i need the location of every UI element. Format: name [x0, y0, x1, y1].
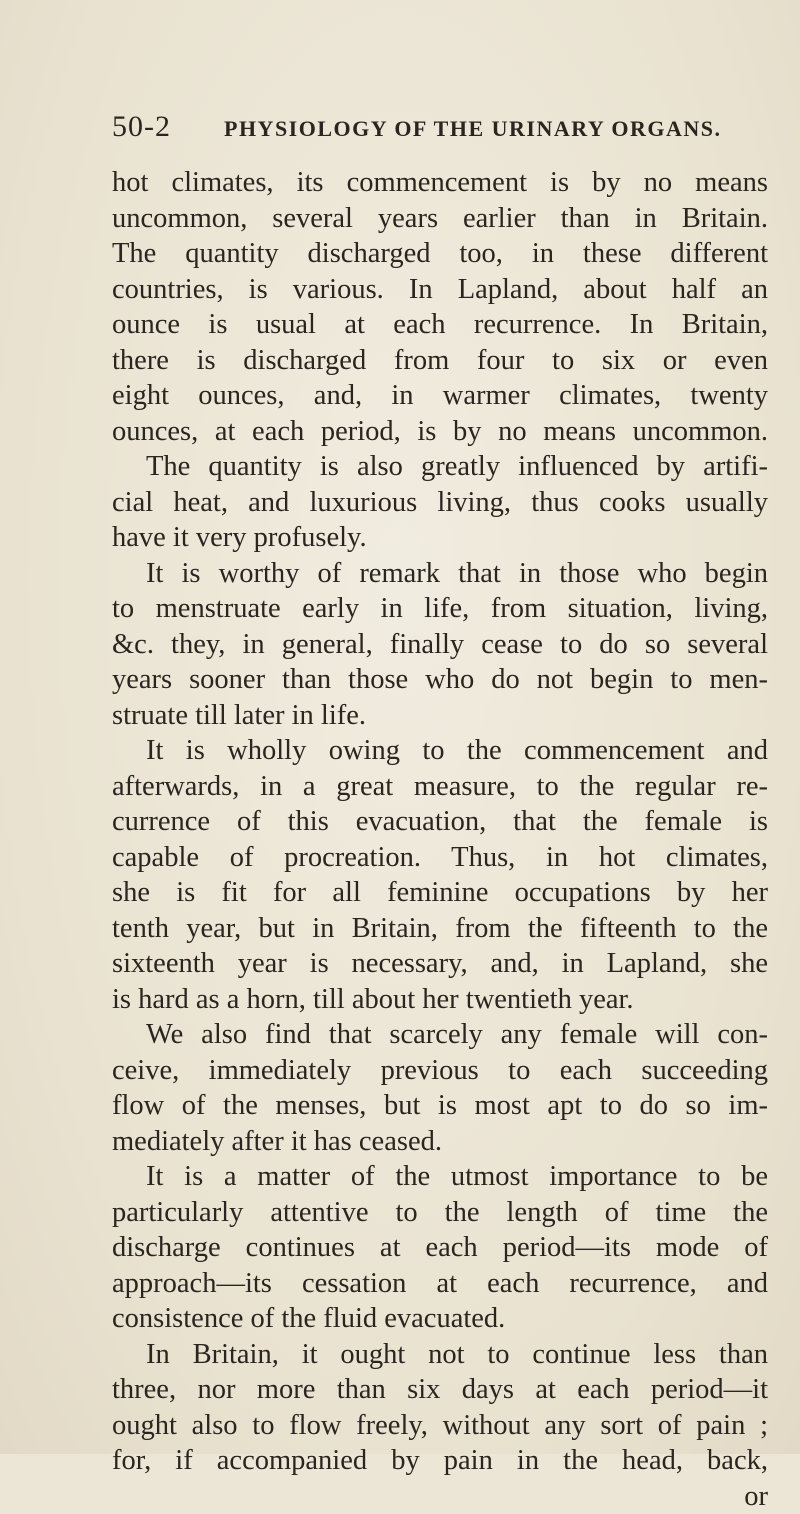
text-line: tenth year, but in Britain, from the fifteenth to the: [112, 911, 768, 947]
text-line: capable of procreation. Thus, in hot climates,: [112, 840, 768, 876]
text-line: struate till later in life.: [112, 698, 768, 734]
text-line: We also find that scarcely any female will con-: [112, 1017, 768, 1053]
text-line: countries, is various. In Lapland, about half an: [112, 272, 768, 308]
text-line: for, if accompanied by pain in the head, back,: [112, 1443, 768, 1479]
text-line: The quantity is also greatly influenced by artifi-: [112, 449, 768, 485]
text-line: approach—its cessation at each recurrence, and: [112, 1266, 768, 1302]
text-line: to menstruate early in life, from situation, living,: [112, 591, 768, 627]
text-line: It is wholly owing to the commencement and: [112, 733, 768, 769]
text-line: The quantity discharged too, in these different: [112, 236, 768, 272]
text-line: discharge continues at each period—its mode of: [112, 1230, 768, 1266]
body-text: [112, 165, 768, 1514]
text-line: afterwards, in a great measure, to the regular re-: [112, 769, 768, 805]
text-line: It is worthy of remark that in those who begin: [112, 556, 768, 592]
text-line: is hard as a horn, till about her twentieth year.: [112, 982, 768, 1018]
text-line: sixteenth year is necessary, and, in Lapland, she: [112, 946, 768, 982]
text-line: hot climates, its commencement is by no means: [112, 165, 768, 201]
text-line: or: [112, 1479, 768, 1514]
text-line: particularly attentive to the length of time the: [112, 1195, 768, 1231]
text-line: In Britain, it ought not to continue less than: [112, 1337, 768, 1373]
text-line: ounces, at each period, is by no means uncommon.: [112, 414, 768, 450]
running-head: PHYSIOLOGY OF THE URINARY ORGANS.: [224, 116, 722, 142]
text-line: have it very profusely.: [112, 520, 768, 556]
text-line: ought also to flow freely, without any sort of pain ;: [112, 1408, 768, 1444]
page-header: [112, 110, 712, 150]
text-line: &c. they, in general, finally cease to do so several: [112, 627, 768, 663]
text-line: It is a matter of the utmost importance to be: [112, 1159, 768, 1195]
text-line: ceive, immediately previous to each succeeding: [112, 1053, 768, 1089]
text-line: cial heat, and luxurious living, thus cooks usually: [112, 485, 768, 521]
text-line: currence of this evacuation, that the female is: [112, 804, 768, 840]
text-line: flow of the menses, but is most apt to do so im-: [112, 1088, 768, 1124]
text-line: she is fit for all feminine occupations by her: [112, 875, 768, 911]
text-line: mediately after it has ceased.: [112, 1124, 768, 1160]
text-line: there is discharged from four to six or even: [112, 343, 768, 379]
text-line: uncommon, several years earlier than in Britain.: [112, 201, 768, 237]
page-number: 50-2: [112, 110, 171, 144]
text-line: three, nor more than six days at each period—it: [112, 1372, 768, 1408]
text-line: years sooner than those who do not begin to men-: [112, 662, 768, 698]
text-line: ounce is usual at each recurrence. In Britain,: [112, 307, 768, 343]
text-line: consistence of the fluid evacuated.: [112, 1301, 768, 1337]
text-line: eight ounces, and, in warmer climates, twenty: [112, 378, 768, 414]
